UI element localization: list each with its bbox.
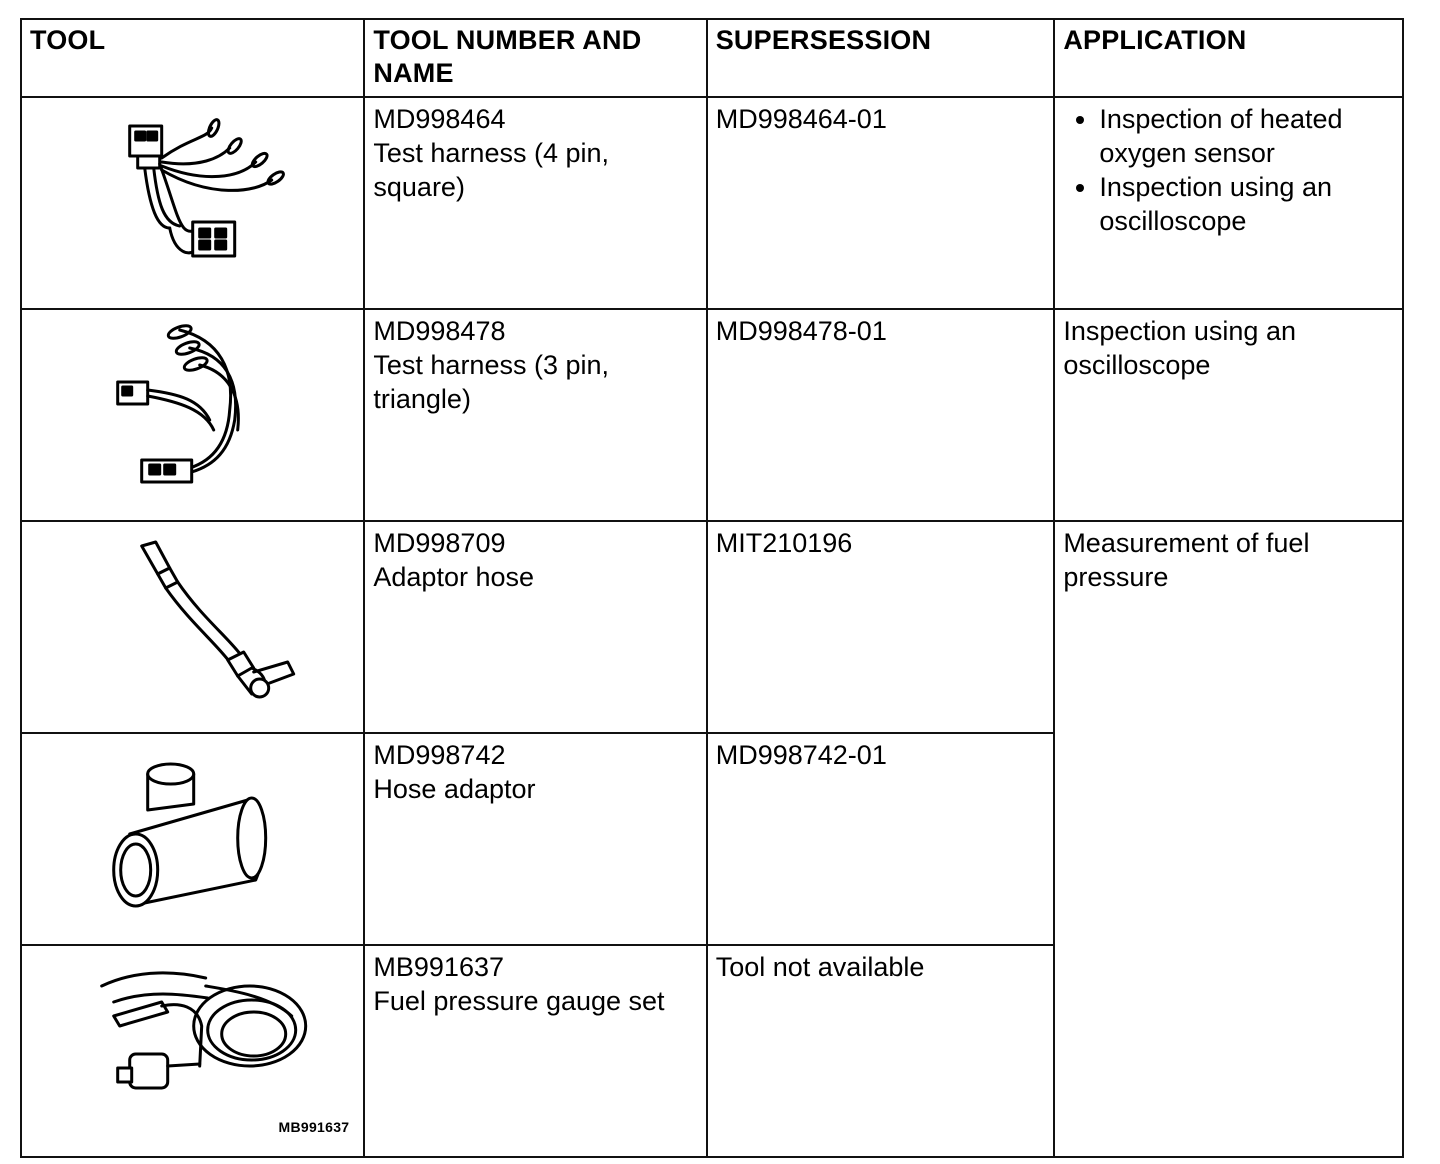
tool-illustration-cell <box>21 733 364 945</box>
tool-number: MD998742 <box>373 740 506 770</box>
supersession-cell: Tool not available <box>707 945 1055 1157</box>
supersession-cell: MD998464-01 <box>707 97 1055 309</box>
supersession-cell: MD998478-01 <box>707 309 1055 521</box>
tool-number-and-name-cell <box>364 97 706 309</box>
application-cell: Inspection using an oscilloscope <box>1054 309 1403 521</box>
tool-number-and-name-cell <box>364 733 706 945</box>
test-harness-4pin-icon <box>22 98 363 308</box>
adaptor-hose-icon <box>22 522 363 732</box>
application-item: • Inspection using an oscilloscope <box>1099 170 1394 238</box>
tool-illustration-cell <box>21 945 364 1157</box>
header-supersession: SUPERSESSION <box>707 19 1055 97</box>
application-list <box>1063 102 1394 238</box>
application-cell: Measurement of fuel pressure <box>1054 521 1403 1157</box>
hose-adaptor-icon <box>22 734 363 944</box>
header-tool-number-and-name: TOOL NUMBER AND NAME <box>364 19 706 97</box>
tool-name: Fuel pressure gauge set <box>373 986 665 1016</box>
supersession-cell: MD998742-01 <box>707 733 1055 945</box>
tool-number: MD998464 <box>373 104 506 134</box>
tool-name: Hose adaptor <box>373 774 536 804</box>
tool-name: Adaptor hose <box>373 562 535 592</box>
header-application: APPLICATION <box>1054 19 1403 97</box>
header-row <box>21 19 1403 97</box>
table-row <box>21 309 1403 521</box>
tool-illustration-cell <box>21 309 364 521</box>
tool-name: Test harness (3 pin, triangle) <box>373 350 610 414</box>
table-row <box>21 521 1403 733</box>
tool-name: Test harness (4 pin, square) <box>373 138 610 202</box>
header-tool: TOOL <box>21 19 364 97</box>
tool-number-and-name-cell <box>364 521 706 733</box>
tool-illustration-cell <box>21 97 364 309</box>
application-item: • Inspection of heated oxygen sensor <box>1099 102 1394 170</box>
special-tools-table <box>20 18 1404 1158</box>
supersession-cell: MIT210196 <box>707 521 1055 733</box>
tool-number-and-name-cell <box>364 945 706 1157</box>
tool-number: MD998709 <box>373 528 506 558</box>
tool-caption: MB991637 <box>278 1119 350 1135</box>
tool-illustration-cell <box>21 521 364 733</box>
tool-number-and-name-cell <box>364 309 706 521</box>
tool-number: MD998478 <box>373 316 506 346</box>
tool-number: MB991637 <box>373 952 504 982</box>
application-cell <box>1054 97 1403 309</box>
test-harness-3pin-icon <box>22 310 363 520</box>
table-row <box>21 97 1403 309</box>
